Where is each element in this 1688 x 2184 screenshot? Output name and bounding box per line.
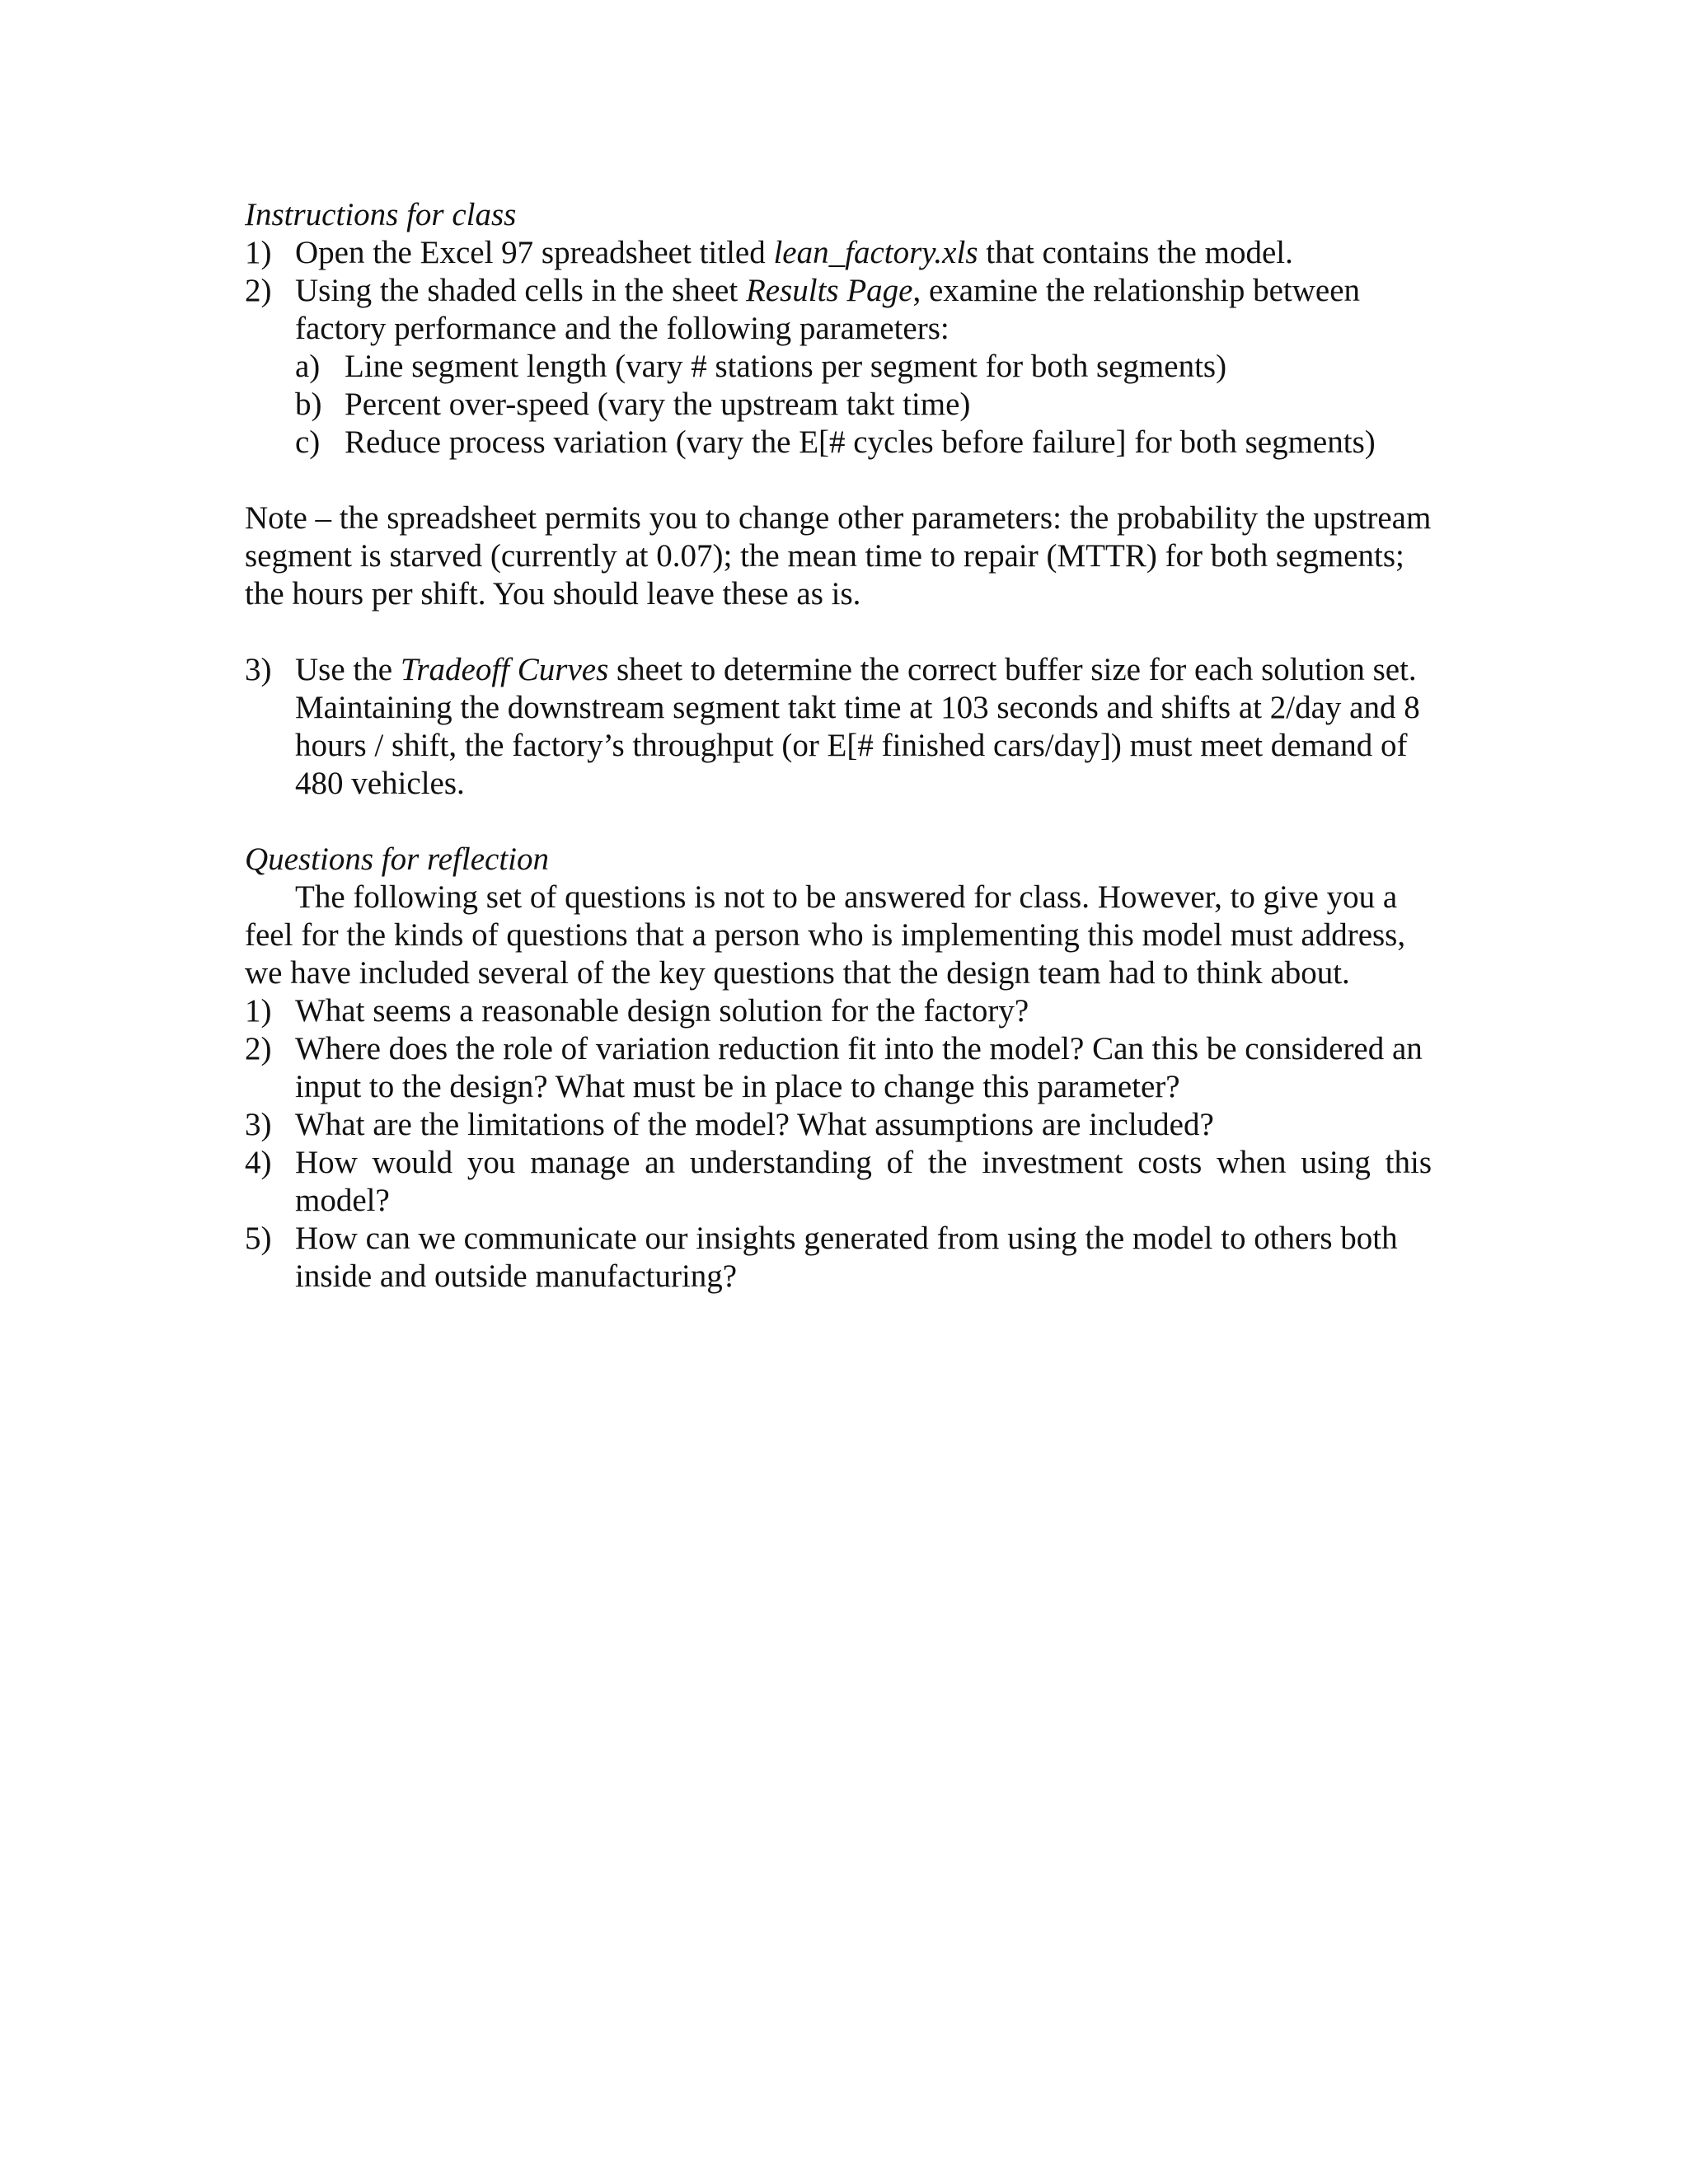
question-item-2 — [245, 1030, 1432, 1106]
document-page — [245, 196, 1432, 1296]
item-text-post: that contains the model. — [978, 235, 1293, 270]
instruction-item-1 — [245, 234, 1432, 272]
subitem-text: Percent over-speed (vary the upstream takt time) — [345, 387, 971, 422]
subitem-text: Line segment length (vary # stations per segment for both segments) — [345, 349, 1227, 384]
item-number: 2) — [245, 1031, 272, 1066]
item-number: 3) — [245, 1107, 272, 1142]
question-item-4 — [245, 1144, 1432, 1220]
parameter-item-a — [295, 348, 1432, 386]
reflection-questions-list — [245, 992, 1432, 1296]
subitem-letter: b) — [295, 387, 322, 422]
subitem-letter: c) — [295, 424, 321, 460]
question-text: Where does the role of variation reduction fit into the model? Can this be considered an input to the design? What must be in place to change this parameter? — [295, 1031, 1423, 1104]
parameter-item-c — [295, 424, 1432, 462]
question-text: How would you manage an understanding of the investment costs when using this model? — [295, 1145, 1432, 1218]
question-text: What seems a reasonable design solution for the factory? — [295, 993, 1029, 1029]
instruction-item-3 — [245, 651, 1432, 803]
item-number: 2) — [245, 273, 272, 308]
instructions-list — [245, 234, 1432, 462]
item-number: 1) — [245, 235, 272, 270]
item-text-post: sheet to determine the correct buffer size for each solution set. Maintaining the downstream segment takt time at 103 seconds and shifts at 2/day and 8 hours / shift, the factory’s throughput (or E[# finished cars/day]) must meet demand of 480 vehicles. — [295, 652, 1420, 801]
item-number: 5) — [245, 1221, 272, 1256]
instructions-heading: Instructions for class — [245, 197, 517, 232]
sheet-name-text: Results Page — [745, 273, 913, 308]
filename-text: lean_factory.xls — [773, 235, 978, 270]
item-text-pre: Open the Excel 97 spreadsheet titled — [295, 235, 774, 270]
item-text-post: , examine the relationship between factory performance and the following parameters: — [295, 273, 1361, 346]
item-number: 1) — [245, 993, 272, 1029]
instruction-item-2 — [245, 272, 1432, 462]
spacer — [245, 803, 1432, 841]
question-text: How can we communicate our insights generated from using the model to others both inside and outside manufacturing? — [295, 1221, 1398, 1294]
question-item-5 — [245, 1220, 1432, 1296]
sheet-name-text: Tradeoff Curves — [400, 652, 609, 687]
item-number: 4) — [245, 1145, 272, 1180]
spacer — [245, 462, 1432, 499]
item-text-pre: Using the shaded cells in the sheet — [295, 273, 746, 308]
item-number: 3) — [245, 652, 272, 687]
item-text-pre: Use the — [295, 652, 401, 687]
reflection-intro: The following set of questions is not to be answered for class. However, to give you a feel for the kinds of questions that a person who is implementing this model must address, we have included several of the key questions that the design team had to think about. — [245, 879, 1406, 991]
spacer — [245, 613, 1432, 651]
question-item-1 — [245, 992, 1432, 1030]
reflection-heading: Questions for reflection — [245, 841, 550, 877]
subitem-letter: a) — [295, 349, 321, 384]
question-item-3 — [245, 1106, 1432, 1144]
parameter-list — [295, 348, 1432, 462]
question-text: What are the limitations of the model? What assumptions are included? — [295, 1107, 1214, 1142]
parameter-item-b — [295, 386, 1432, 424]
subitem-text: Reduce process variation (vary the E[# cycles before failure] for both segments) — [345, 424, 1376, 460]
instructions-list-continued — [245, 651, 1432, 803]
note-paragraph: Note – the spreadsheet permits you to change other parameters: the probability the upstream segment is starved (currently at 0.07); the mean time to repair (MTTR) for both segments; the hours per shift. You should leave these as is. — [245, 500, 1432, 612]
